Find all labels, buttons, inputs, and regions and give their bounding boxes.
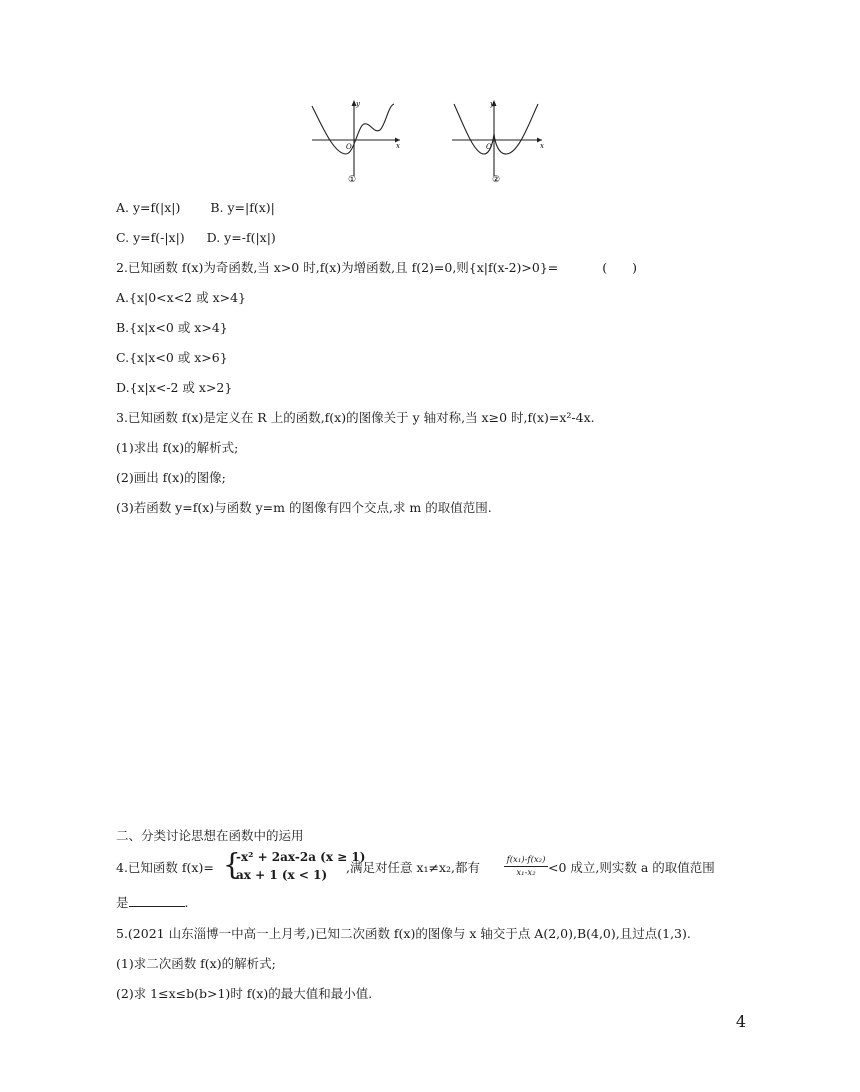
- q2-stem-text: 2.已知函数 f(x)为奇函数,当 x>0 时,f(x)为增函数,且 f(2)=0,则{x|f(x-2)>0}=: [116, 260, 559, 275]
- q1-option-c[interactable]: C. y=f(-|x|): [116, 230, 185, 245]
- q3-part2: (2)画出 f(x)的图像;: [116, 470, 226, 485]
- q2-option-a[interactable]: A.{x|0<x<2 或 x>4}: [116, 290, 246, 305]
- q4-piece1: -x² + 2ax-2a (x ≥ 1): [236, 850, 366, 864]
- q4-answer-blank[interactable]: [129, 894, 185, 907]
- q2-option-d[interactable]: D.{x|x<-2 或 x>2}: [116, 380, 233, 395]
- graph1-origin: O: [346, 143, 352, 151]
- q4-prefix: 4.已知函数 f(x)=: [116, 860, 214, 875]
- q1-option-a[interactable]: A. y=f(|x|): [116, 200, 181, 215]
- q1-option-d[interactable]: D. y=-f(|x|): [206, 230, 276, 245]
- q4-fraction-numerator: f(x₁)-f(x₂): [504, 855, 548, 867]
- graph1-x-label: x: [396, 142, 400, 150]
- q4-middle: ,满足对任意 x₁≠x₂,都有: [346, 860, 481, 875]
- page-number: 4: [735, 1012, 746, 1031]
- section-heading: 二、分类讨论思想在函数中的运用: [116, 828, 304, 843]
- q4-line2: [116, 894, 189, 911]
- q4-suffix: <0 成立,则实数 a 的取值范围: [548, 860, 715, 875]
- q3-stem: 3.已知函数 f(x)是定义在 R 上的函数,f(x)的图像关于 y 轴对称,当 x≥0 时,f(x)=x²-4x.: [116, 410, 595, 425]
- graph2-x-label: x: [540, 142, 544, 150]
- graph-1: [312, 100, 400, 176]
- q2-stem: [116, 260, 637, 276]
- function-graphs-figure: [308, 96, 548, 186]
- q5-part1: (1)求二次函数 f(x)的解析式;: [116, 956, 276, 971]
- q5-part2: (2)求 1≤x≤b(b>1)时 f(x)的最大值和最小值.: [116, 986, 373, 1001]
- q4-piece2: ax + 1 (x < 1): [236, 868, 328, 882]
- q5-stem: 5.(2021 山东淄博一中高一上月考,)已知二次函数 f(x)的图像与 x 轴交于点 A(2,0),B(4,0),且过点(1,3).: [116, 926, 691, 941]
- graph2-y-label: y: [490, 100, 494, 108]
- graph2-label: ②: [492, 175, 501, 185]
- q2-option-b[interactable]: B.{x|x<0 或 x>4}: [116, 320, 228, 335]
- q4-fraction-denominator: x₁-x₂: [516, 868, 536, 878]
- q4-line2-prefix: 是: [116, 895, 129, 910]
- q2-option-c[interactable]: C.{x|x<0 或 x>6}: [116, 350, 228, 365]
- q3-part3: (3)若函数 y=f(x)与函数 y=m 的图像有四个交点,求 m 的取值范围.: [116, 500, 492, 515]
- graph-2: [452, 100, 542, 176]
- graph2-origin: O: [486, 143, 492, 151]
- q4-line2-suffix: .: [184, 895, 189, 910]
- q3-part1: (1)求出 f(x)的解析式;: [116, 440, 239, 455]
- q2-answer-paren[interactable]: ( ): [602, 260, 637, 275]
- q1-option-b[interactable]: B. y=|f(x)|: [210, 200, 275, 215]
- q1-options-row1: [116, 200, 275, 216]
- graph1-label: ①: [348, 175, 357, 185]
- q4-fraction: [504, 855, 548, 878]
- graph1-y-label: y: [356, 100, 360, 108]
- q1-options-row2: [116, 230, 276, 246]
- piecewise-brace: {: [223, 847, 241, 882]
